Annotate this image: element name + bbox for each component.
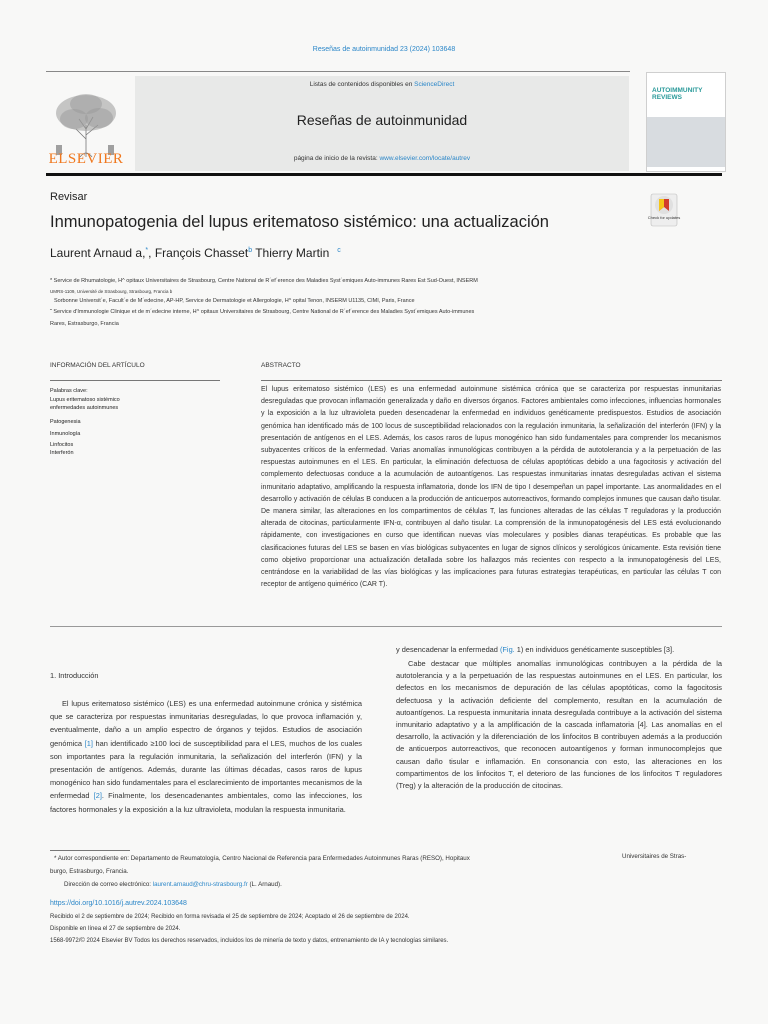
author-list xyxy=(50,246,341,260)
journal-citation[interactable]: Reseñas de autoinmunidad 23 (2024) 103648 xyxy=(312,46,456,53)
affiliation-line-4: Rares, Estrasburgo, Francia xyxy=(50,321,119,327)
keyword: Lupus eritematoso sistémico xyxy=(50,397,120,403)
keywords-label: Palabras clave: xyxy=(50,388,88,394)
body-separator xyxy=(50,626,722,627)
footnote-corresponding-right: Universitaires de Stras- xyxy=(622,853,687,860)
copyright-line: 1568-9972/© 2024 Elsevier BV Todos los derechos reservados, incluidos los de minería de texto y datos, entrenamiento de IA y tecnologías similares. xyxy=(50,938,449,944)
check-updates-icon[interactable] xyxy=(647,193,681,227)
cover-title: AUTOIMMUNITY REVIEWS xyxy=(652,87,703,101)
affiliation-line-0: Service de Rhumatologie, H^ opitaux Universitaires de Strasbourg, Centre National de R´ef´erence des Maladies Syst´emiques Auto-immunes Rares Est Sud-Ouest, INSERM xyxy=(53,278,478,284)
keyword: Patogenesia xyxy=(50,419,81,425)
affiliation-line-1: UMRS-1109, Université de Strasbourg, Strasbourg, Francia b xyxy=(50,289,173,294)
keyword: Linfocitos xyxy=(50,442,74,448)
doi-link[interactable]: https://doi.org/10.1016/j.autrev.2024.103648 xyxy=(50,900,187,907)
affiliation-c xyxy=(50,308,650,316)
email-suffix: (L. Arnaud). xyxy=(247,881,282,888)
article-type: Revisar xyxy=(50,191,88,203)
affiliation-line-3: Service d'Immunologie Clinique et de m´edecine interne, H^ opitaux Universitaires de Strasbourg, Centre National de R´ef´erence des Maladies Syst´emiques Auto-immunes xyxy=(53,309,475,315)
article-info-heading: INFORMACIÓN DEL ARTÍCULO xyxy=(50,362,145,369)
author-chasset-sup: b xyxy=(248,247,253,254)
sciencedirect-link[interactable]: ScienceDirect xyxy=(414,81,455,88)
header-rule xyxy=(46,71,630,72)
abstract-rule xyxy=(261,380,722,381)
keyword: enfermedades autoinmunes xyxy=(50,404,119,411)
affil-marker-c: ˜ xyxy=(50,309,54,315)
homepage-prefix: página de inicio de la revista: xyxy=(293,155,380,162)
keyword: Interferón xyxy=(50,449,74,456)
journal-title: Reseñas de autoinmunidad xyxy=(296,112,468,128)
received-dates: Recibido el 2 de septiembre de 2024; Recibido en forma revisada el 25 de septiembre de 2024; Aceptado el 26 de septiembre de 2024. xyxy=(50,914,410,920)
footnote-rule xyxy=(50,850,130,851)
article-title: Inmunopatogenia del lupus eritematoso sistémico: una actualización xyxy=(50,213,549,231)
article-info-rule xyxy=(50,380,220,381)
col2-text-a: y desencadenar la enfermedad xyxy=(396,645,500,654)
online-date: Disponible en línea el 27 de septiembre de 2024. xyxy=(50,926,181,932)
intro-text-a: El lupus eritematoso sistémico (LES) es una enfermedad autoinmune crónica y sistémica que se caracteriza por respuestas inmunitarias desreguladas, lo que provoca inflamación y, eventualmente, daño a un amplio espectro de órganos y tejidos. Estudios de asociación genómica xyxy=(50,699,362,748)
homepage-line xyxy=(135,155,629,162)
abstract-text: El lupus eritematoso sistémico (LES) es una enfermedad autoinmune sistémica crónica que se caracteriza por respuestas inmunitarias desreguladas que provocan inflamación generalizada y daño en diversos órganos. Factores ambientales como infecciones, influencias hormonales y la exposición a la luz ultravioleta pueden desencadenar la enfermedad en individuos genéticamente predispuestos. Estudios de asociación genómica han identificado más de 100 locus de susceptibilidad relacionados con la regulación inmunitaria, la señalización del interferón (IFN) y la presentación de antígenos en el LES. Además, los casos raros de lupus monogénico han sido fundamentales para comprender los mecanismos subyacentes críticos de la enfermedad. Varias anomalías inmunológicas contribuyen a la pérdida de autotolerancia y a la perpetuación de las respuestas autoinmunes en el LES. En particular, la eliminación defectuosa de células apoptóticas debido a una fagocitosis y activación del complemento defectuosas conduce a la acumulación de autoantígenos. Las respuestas inmunitarias innatas desreguladas activan el sistema inmunitario adaptativo, amplificando la respuesta inflamatoria, donde los IFN de tipo I desempeñan un papel importante. Las anormalidades en el desarrollo y activación de células B conducen a la producción de anticuerpos autorreactivos, formando complejos inmunes que causan daño tisular. De manera similar, las alteraciones en los compartimentos de células T, las funciones alteradas de las células T reguladoras y la producción alterada de citocinas, particularmente IFN-α, contribuyen al daño tisular. La comprensión de la inmunopatogénesis del LES está evolucionando rápidamente, con investigaciones en curso que identifican nuevas vías moleculares y posibles dianas terapéuticas. Es probable que las clasificaciones futuras del LES se basen en vías biológicas subyacentes en lugar de signos clínicos y serológicos únicamente. Esta revisión tiene como objetivo proporcionar una actualización detallada sobre los hallazgos más recientes con respecto a la inmunopatogénesis del LES, centrándose en la variabilidad de las vías biológicas y las implicaciones para futuras estrategias terapéuticas, en particular las células T con receptor de antígeno quimérico (CAR T). xyxy=(261,386,721,589)
col2-paragraph-1 xyxy=(396,644,722,656)
intro-heading: 1. Introducción xyxy=(50,671,99,680)
elsevier-wordmark: ELSEVIER xyxy=(48,151,124,167)
homepage-link[interactable]: www.elsevier.com/locate/autrev xyxy=(379,155,471,162)
col2-paragraph-2: Cabe destacar que múltiples anomalías inmunológicas contribuyen a la pérdida de la autotolerancia y a la perpetuación de las respuestas autoinmunes en el LES. En particular, los defectos en los mecanismos de depuración de las células apoptóticas, como la fagocitosis defectuosa y la activación deficiente del complemento, resultan en la acumulación de autoantígenos. La respuesta inmunitaria innata desregulada contribuye a la activación del sistema inmunitario adaptativo y a la amplificación de la cascada inflamatoria [4]. Las anomalías en el desarrollo, la activación y la diferenciación de los linfocitos B contribuyen además a la producción de anticuerpos autorreactivos, que reconocen autoantígenos y forman inmunocomplejos que causan daño tisular e inflamación. En consonancia con esto, las alteraciones en los compartimentos de los linfocitos T, el deterioro de las funciones de los linfocitos T reguladores (Treg) y la alteración de la producción de citocinas. xyxy=(396,659,722,791)
intro-paragraph-1 xyxy=(50,697,362,816)
figure-link-1[interactable]: (Fig. xyxy=(499,645,515,654)
keywords-list xyxy=(50,397,160,457)
journal-cover[interactable] xyxy=(646,72,726,172)
intro-text-b: han identificado ≥100 loci de susceptibilidad para el LES, muchos de los cuales son importantes para la regulación inmunitaria, la señalización del interferón (IFN) y la presentación de antígenos. Además, durante las últimas décadas, casos raros de lupus monogénico han sido fundamentales para el esclarecimiento de importantes mecanismos de la enfermedad xyxy=(50,738,362,801)
author-chasset[interactable]: , François Chasset xyxy=(148,246,249,260)
check-updates-label: Check for updates xyxy=(647,215,681,220)
footnote-corresponding-cont: burgo, Estrasburgo, Francia. xyxy=(50,868,129,875)
citation-link-2[interactable]: [2] xyxy=(93,791,102,801)
intro-text-c: . Finalmente, los desencadenantes ambientales, como las infecciones, los factores hormonales y la exposición a la luz ultravioleta, modulan la respuesta inmunitaria. xyxy=(50,791,363,814)
cover-band xyxy=(647,117,725,167)
citation-link-1[interactable]: [1] xyxy=(84,738,93,748)
col2-text-b: 1) en individuos genéticamente susceptibles [3]. xyxy=(514,645,675,654)
affil-marker-a: * xyxy=(50,278,54,284)
abstract-heading: ABSTRACTO xyxy=(261,362,301,369)
affiliation-a xyxy=(50,277,650,285)
email-prefix: Dirección de correo electrónico: xyxy=(64,881,153,888)
email-link[interactable]: laurent.arnaud@chru-strasbourg.fr xyxy=(152,881,248,888)
affiliation-line-2: Sorbonne Universit´e, Facult´e de M´edecine, AP-HP, Service de Dermatologie et Allergologie, H^ opital Tenon, INSERM U1135, CIMI, Paris, France xyxy=(54,298,415,304)
author-martin-sup: c xyxy=(337,247,341,254)
author-arnaud[interactable]: Laurent Arnaud a, xyxy=(50,246,146,260)
toc-line xyxy=(135,81,629,88)
author-arnaud-sup: * xyxy=(145,247,149,254)
author-martin[interactable]: Thierry Martin xyxy=(252,246,330,260)
footnote-email xyxy=(64,880,736,889)
keyword: Inmunología xyxy=(50,430,81,437)
footnote-corresponding: * Autor correspondiente en: Departamento de Reumatología, Centro Nacional de Referencia para Enfermedades Autoinmunes Raras (RESO), Hopitaux xyxy=(54,855,470,862)
toc-prefix: Listas de contenidos disponibles en xyxy=(309,81,415,88)
header-thick-rule xyxy=(46,173,722,176)
